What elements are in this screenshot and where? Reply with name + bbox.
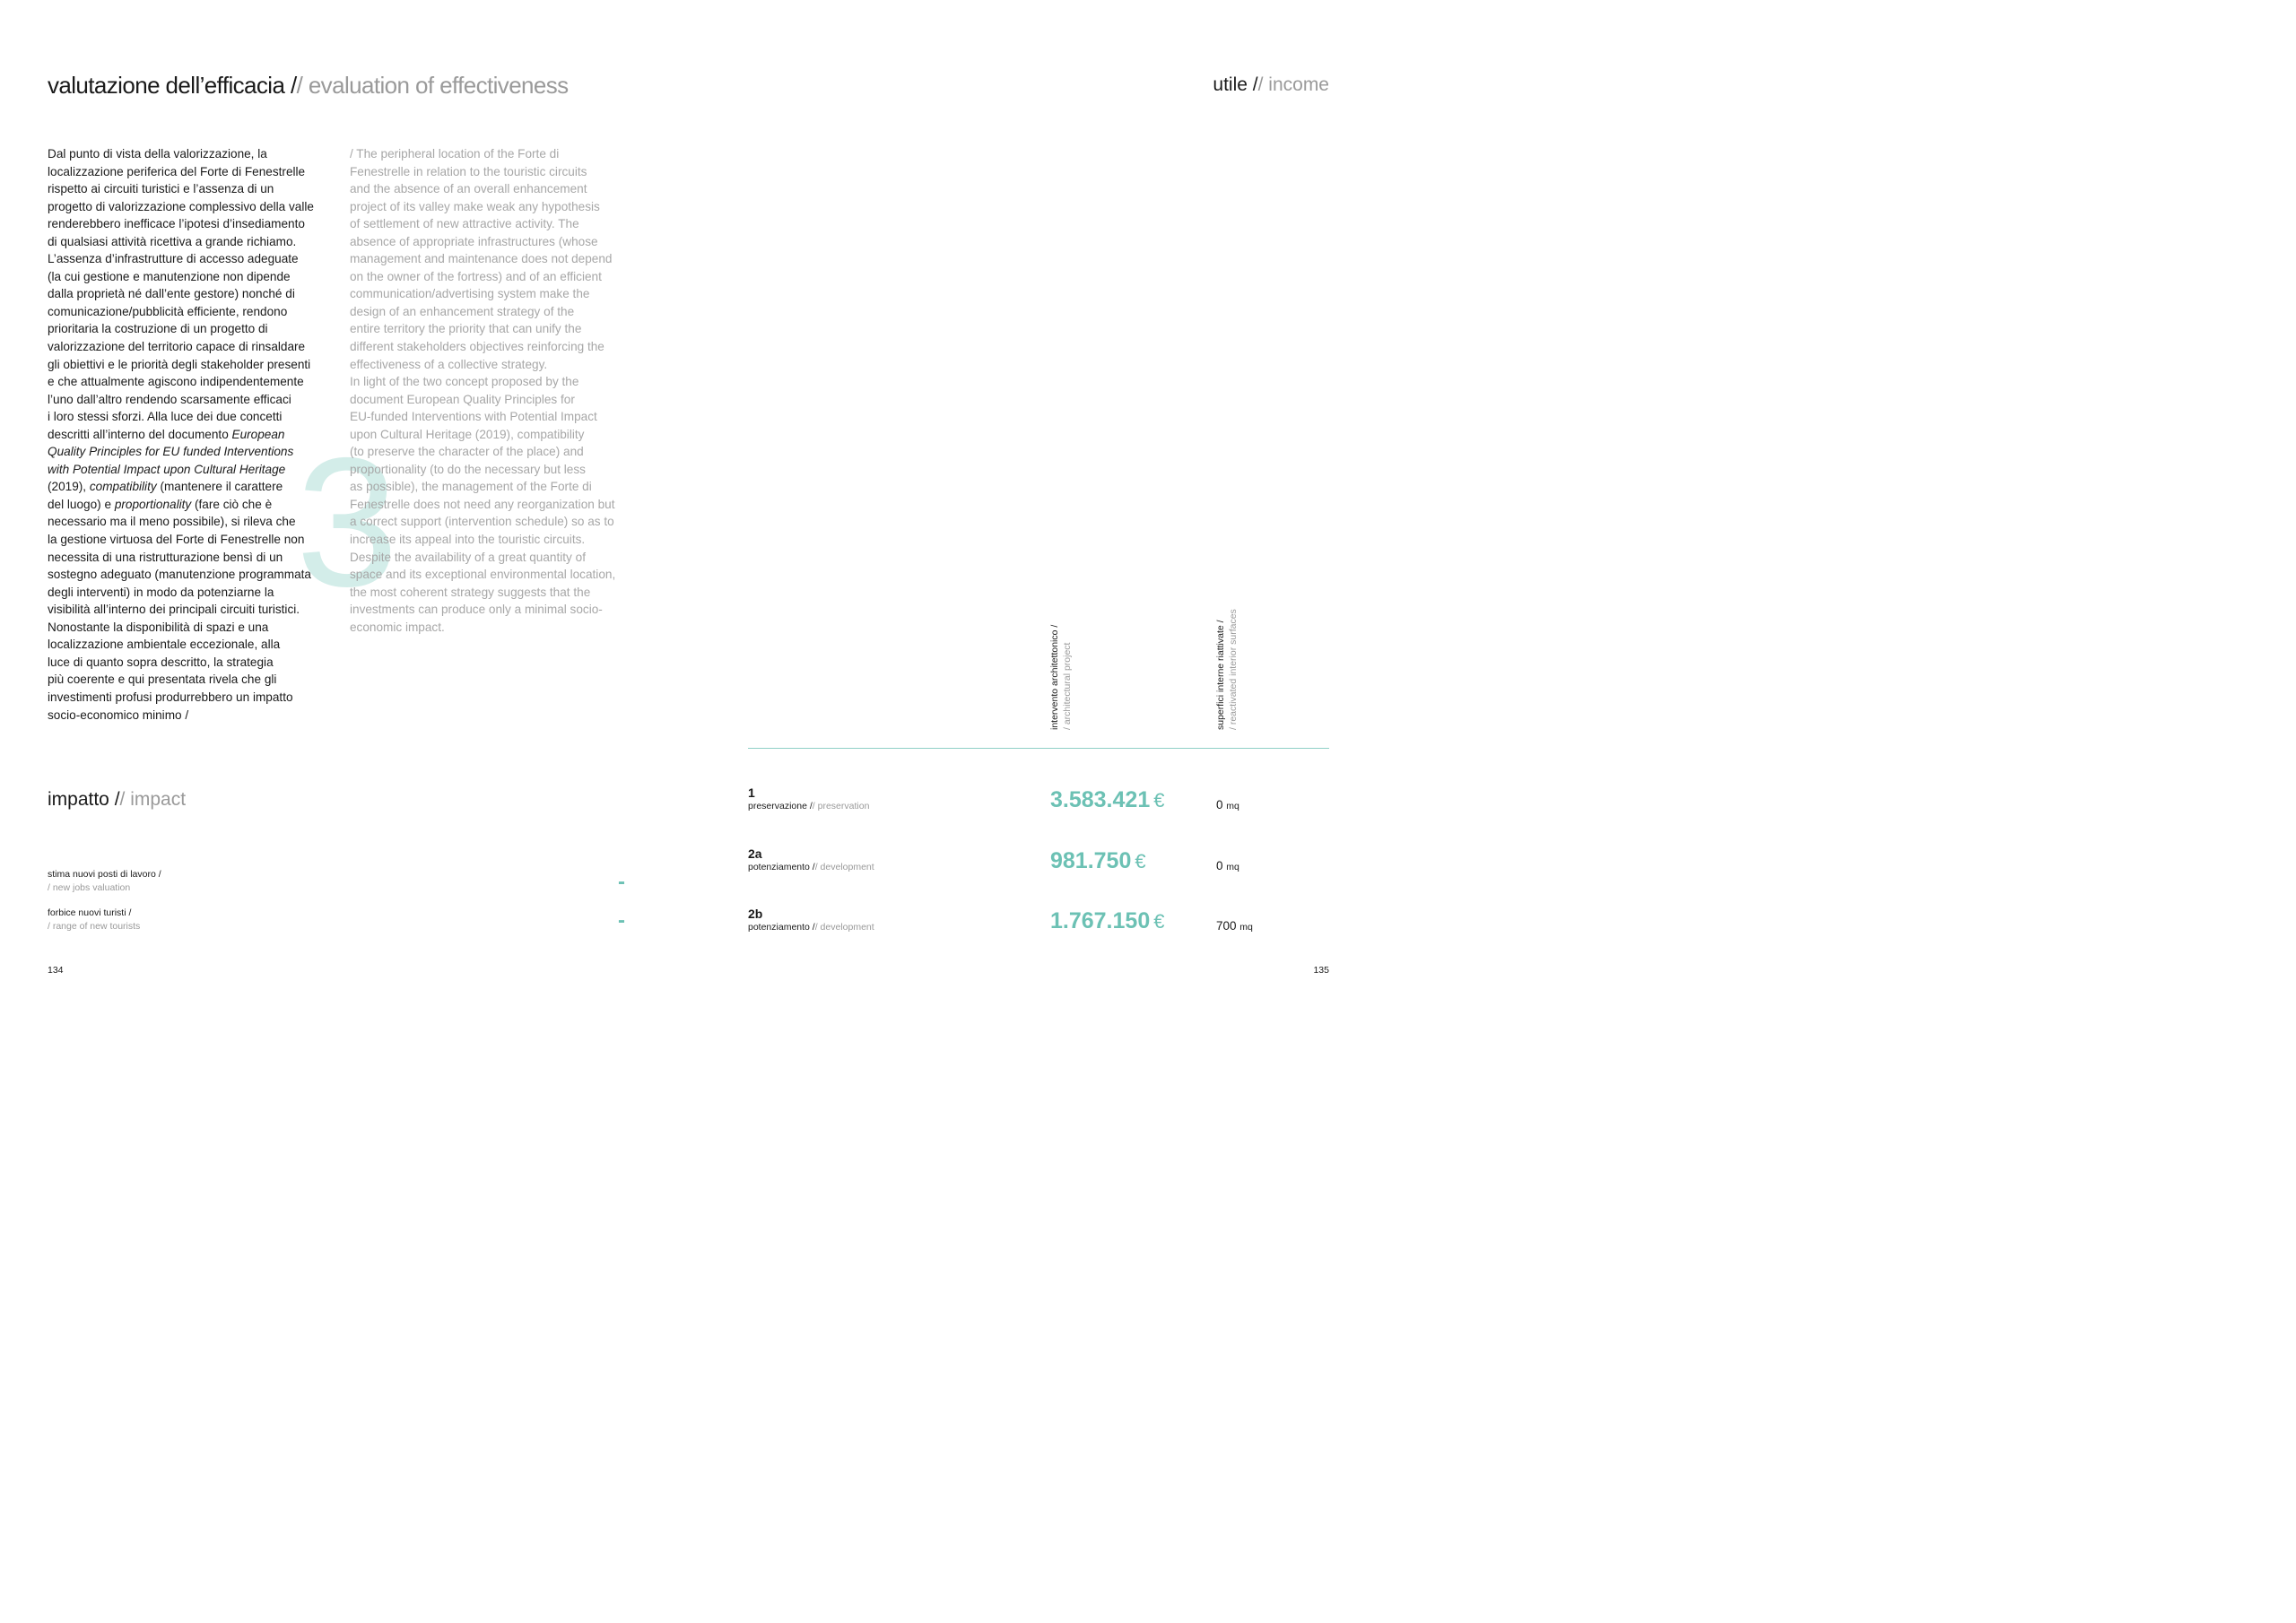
label-italian: stima nuovi posti di lavoro / (48, 869, 161, 880)
text-line: sostegno adeguato (manutenzione programmata (48, 568, 311, 582)
header-english: / architectural project (1062, 642, 1073, 730)
text-line: communication/advertising system make the (350, 287, 590, 301)
row-surface (1216, 859, 1239, 872)
text-line: di qualsiasi attività ricettiva a grande richiamo. (48, 234, 297, 248)
text-line: prioritaria la costruzione di un progetto di (48, 322, 268, 336)
text-line: Fenestrelle does not need any reorganization but (350, 497, 615, 511)
text-line: necessita di una ristrutturazione bensì di un (48, 550, 283, 564)
text-line: necessario ma il meno possibile), si rileva che (48, 515, 296, 529)
text-line: space and its exceptional environmental location, (350, 568, 616, 582)
currency-symbol: € (1153, 910, 1165, 933)
text-line: / The peripheral location of the Forte di (350, 147, 560, 161)
page-title (48, 72, 569, 100)
income-title-italian: utile / (1213, 74, 1258, 95)
surface-unit: mq (1239, 922, 1253, 933)
text-line: localizzazione periferica del Forte di Fenestrelle (48, 164, 306, 178)
text-line: Nonostante la disponibilità di spazi e una (48, 620, 269, 634)
surface-value: 0 (1216, 798, 1223, 812)
text-line: increase its appeal into the touristic circuits. (350, 533, 586, 547)
row-surface (1216, 798, 1239, 812)
text-line (48, 496, 335, 514)
text-line: degli interventi) in modo da potenziarne la (48, 585, 274, 599)
text-line: document European Quality Principles for (350, 392, 575, 406)
italic-span: Quality Principles for EU funded Interventions (48, 445, 294, 459)
currency-symbol: € (1135, 850, 1146, 872)
text-span: (2019), (48, 480, 87, 494)
header-italian: superfici interne riattivate / (1215, 620, 1226, 730)
italic-span: compatibility (89, 480, 157, 494)
italic-span: with Potential Impact upon Cultural Heritage (48, 462, 286, 476)
text-line: economic impact. (350, 620, 445, 634)
table-row (748, 846, 874, 872)
text-line: EU-funded Interventions with Potential Impact (350, 410, 597, 424)
text-line: la gestione virtuosa del Forte di Fenestrelle non (48, 533, 305, 547)
row-label-italian: potenziamento / (748, 922, 815, 933)
italian-text-column (48, 145, 335, 724)
amount-value: 1.767.150 (1050, 908, 1151, 933)
text-line: the most coherent strategy suggests that the (350, 585, 591, 599)
text-line: management and maintenance does not depend (350, 252, 613, 266)
amount-value: 3.583.421 (1050, 787, 1151, 812)
row-label-italian: preservazione / (748, 801, 813, 812)
text-line: rispetto ai circuiti turistici e l’assenza di un (48, 182, 274, 196)
row-label-english: / development (814, 862, 874, 872)
text-line: proportionality (to do the necessary but less (350, 462, 586, 476)
text-line: l’uno dall’altro rendendo scarsamente efficaci (48, 392, 291, 406)
row-amount (1050, 848, 1146, 874)
row-amount (1050, 787, 1164, 813)
text-line: absence of appropriate infrastructures (whose (350, 234, 598, 248)
text-span: del luogo) e (48, 497, 112, 511)
amount-value: 981.750 (1050, 848, 1132, 873)
text-line: visibilità all’interno dei principali circuiti turistici. (48, 603, 300, 617)
text-line: più coerente e qui presentata rivela che gli (48, 673, 277, 687)
text-line: Despite the availability of a great quantity of (350, 550, 586, 564)
text-line: renderebbero inefficace l’ipotesi d’insediamento (48, 217, 305, 231)
text-line: as possible), the management of the Forte di (350, 480, 592, 494)
row-label (748, 922, 874, 933)
text-line: L’assenza d’infrastrutture di accesso adeguate (48, 252, 299, 266)
table-row (748, 907, 874, 933)
text-line: valorizzazione del territorio capace di rinsaldare (48, 340, 306, 354)
page-number-left: 134 (48, 965, 64, 976)
text-span: (mantenere il carattere (160, 480, 283, 494)
label-english: / range of new tourists (48, 921, 141, 932)
row-label-italian: potenziamento / (748, 862, 815, 872)
text-line: luce di quanto sopra descritto, la strategia (48, 655, 274, 669)
text-line: entire territory the priority that can unify the (350, 322, 582, 336)
section-number: 3 (296, 420, 399, 625)
table-divider (748, 748, 1329, 749)
impact-row-tourists-label (48, 907, 140, 933)
title-english: / evaluation of effectiveness (296, 72, 569, 99)
text-line: e che attualmente agiscono indipendentemente (48, 375, 304, 389)
row-label-english: / development (814, 922, 874, 933)
text-line: i loro stessi sforzi. Alla luce dei due concetti (48, 410, 283, 424)
row-amount (1050, 908, 1164, 934)
italic-span: proportionality (114, 497, 192, 511)
label-english: / new jobs valuation (48, 882, 131, 893)
text-line: socio-economico minimo / (48, 707, 189, 722)
row-label-english: / preservation (812, 801, 870, 812)
row-surface (1216, 919, 1253, 933)
row-number: 2b (748, 907, 763, 921)
header-italian: intervento architettonico / (1049, 624, 1060, 730)
column-header-architectural (1048, 619, 1074, 730)
column-header-surfaces (1214, 606, 1239, 730)
text-span: (fare ciò che è (195, 497, 273, 511)
text-line: investments can produce only a minimal socio- (350, 603, 603, 617)
text-line: Dal punto di vista della valorizzazione, la (48, 147, 267, 161)
italic-span: European (231, 427, 285, 441)
impact-row-jobs-value: - (618, 870, 625, 894)
text-line (48, 478, 335, 496)
text-line: investimenti profusi produrrebbero un impatto (48, 690, 293, 704)
impact-row-jobs-label (48, 868, 161, 895)
text-line: different stakeholders objectives reinforcing the (350, 340, 604, 354)
text-line: progetto di valorizzazione complessivo della valle (48, 199, 314, 213)
text-line: In light of the two concept proposed by the (350, 375, 579, 389)
table-row (748, 785, 869, 812)
text-line: localizzazione ambientale eccezionale, alla (48, 638, 281, 652)
text-line: dalla proprietà né dall’ente gestore) nonché di (48, 287, 295, 301)
text-line: gli obiettivi e le priorità degli stakeholder presenti (48, 357, 311, 371)
label-italian: forbice nuovi turisti / (48, 907, 132, 918)
text-line (48, 461, 335, 479)
surface-value: 700 (1216, 919, 1237, 933)
page-number-right: 135 (1313, 965, 1329, 976)
english-text-column (350, 145, 628, 636)
row-label (748, 801, 869, 812)
impact-title (48, 789, 186, 811)
header-english: / reactivated interior surfaces (1228, 609, 1239, 730)
text-line: of settlement of new attractive activity. The (350, 217, 579, 231)
text-line: design of an enhancement strategy of the (350, 304, 575, 318)
text-line: effectiveness of a collective strategy. (350, 357, 548, 371)
text-line: a correct support (intervention schedule) so as to (350, 515, 614, 529)
row-number: 1 (748, 785, 755, 800)
row-label (748, 862, 874, 872)
text-line: (to preserve the character of the place) and (350, 445, 584, 459)
row-number: 2a (748, 846, 762, 861)
text-line (48, 443, 335, 461)
title-italian: valutazione dell’efficacia / (48, 72, 297, 99)
impact-row-tourists-value: - (618, 908, 625, 933)
text-line: (la cui gestione e manutenzione non dipende (48, 269, 291, 283)
impact-title-italian: impatto / (48, 789, 120, 810)
text-line: upon Cultural Heritage (2019), compatibility (350, 427, 585, 441)
text-span: descritti all’interno del documento (48, 427, 229, 441)
text-line: on the owner of the fortress) and of an efficient (350, 269, 602, 283)
text-line: Fenestrelle in relation to the touristic circuits (350, 164, 587, 178)
currency-symbol: € (1153, 789, 1165, 812)
income-title (1213, 74, 1329, 96)
text-line (48, 426, 335, 444)
text-line: and the absence of an overall enhancement (350, 182, 587, 196)
text-line: project of its valley make weak any hypothesis (350, 199, 600, 213)
surface-unit: mq (1226, 801, 1239, 812)
income-title-english: / income (1257, 74, 1329, 95)
surface-value: 0 (1216, 859, 1223, 872)
impact-title-english: / impact (119, 789, 187, 810)
text-line: comunicazione/pubblicità efficiente, rendono (48, 304, 288, 318)
surface-unit: mq (1226, 862, 1239, 872)
